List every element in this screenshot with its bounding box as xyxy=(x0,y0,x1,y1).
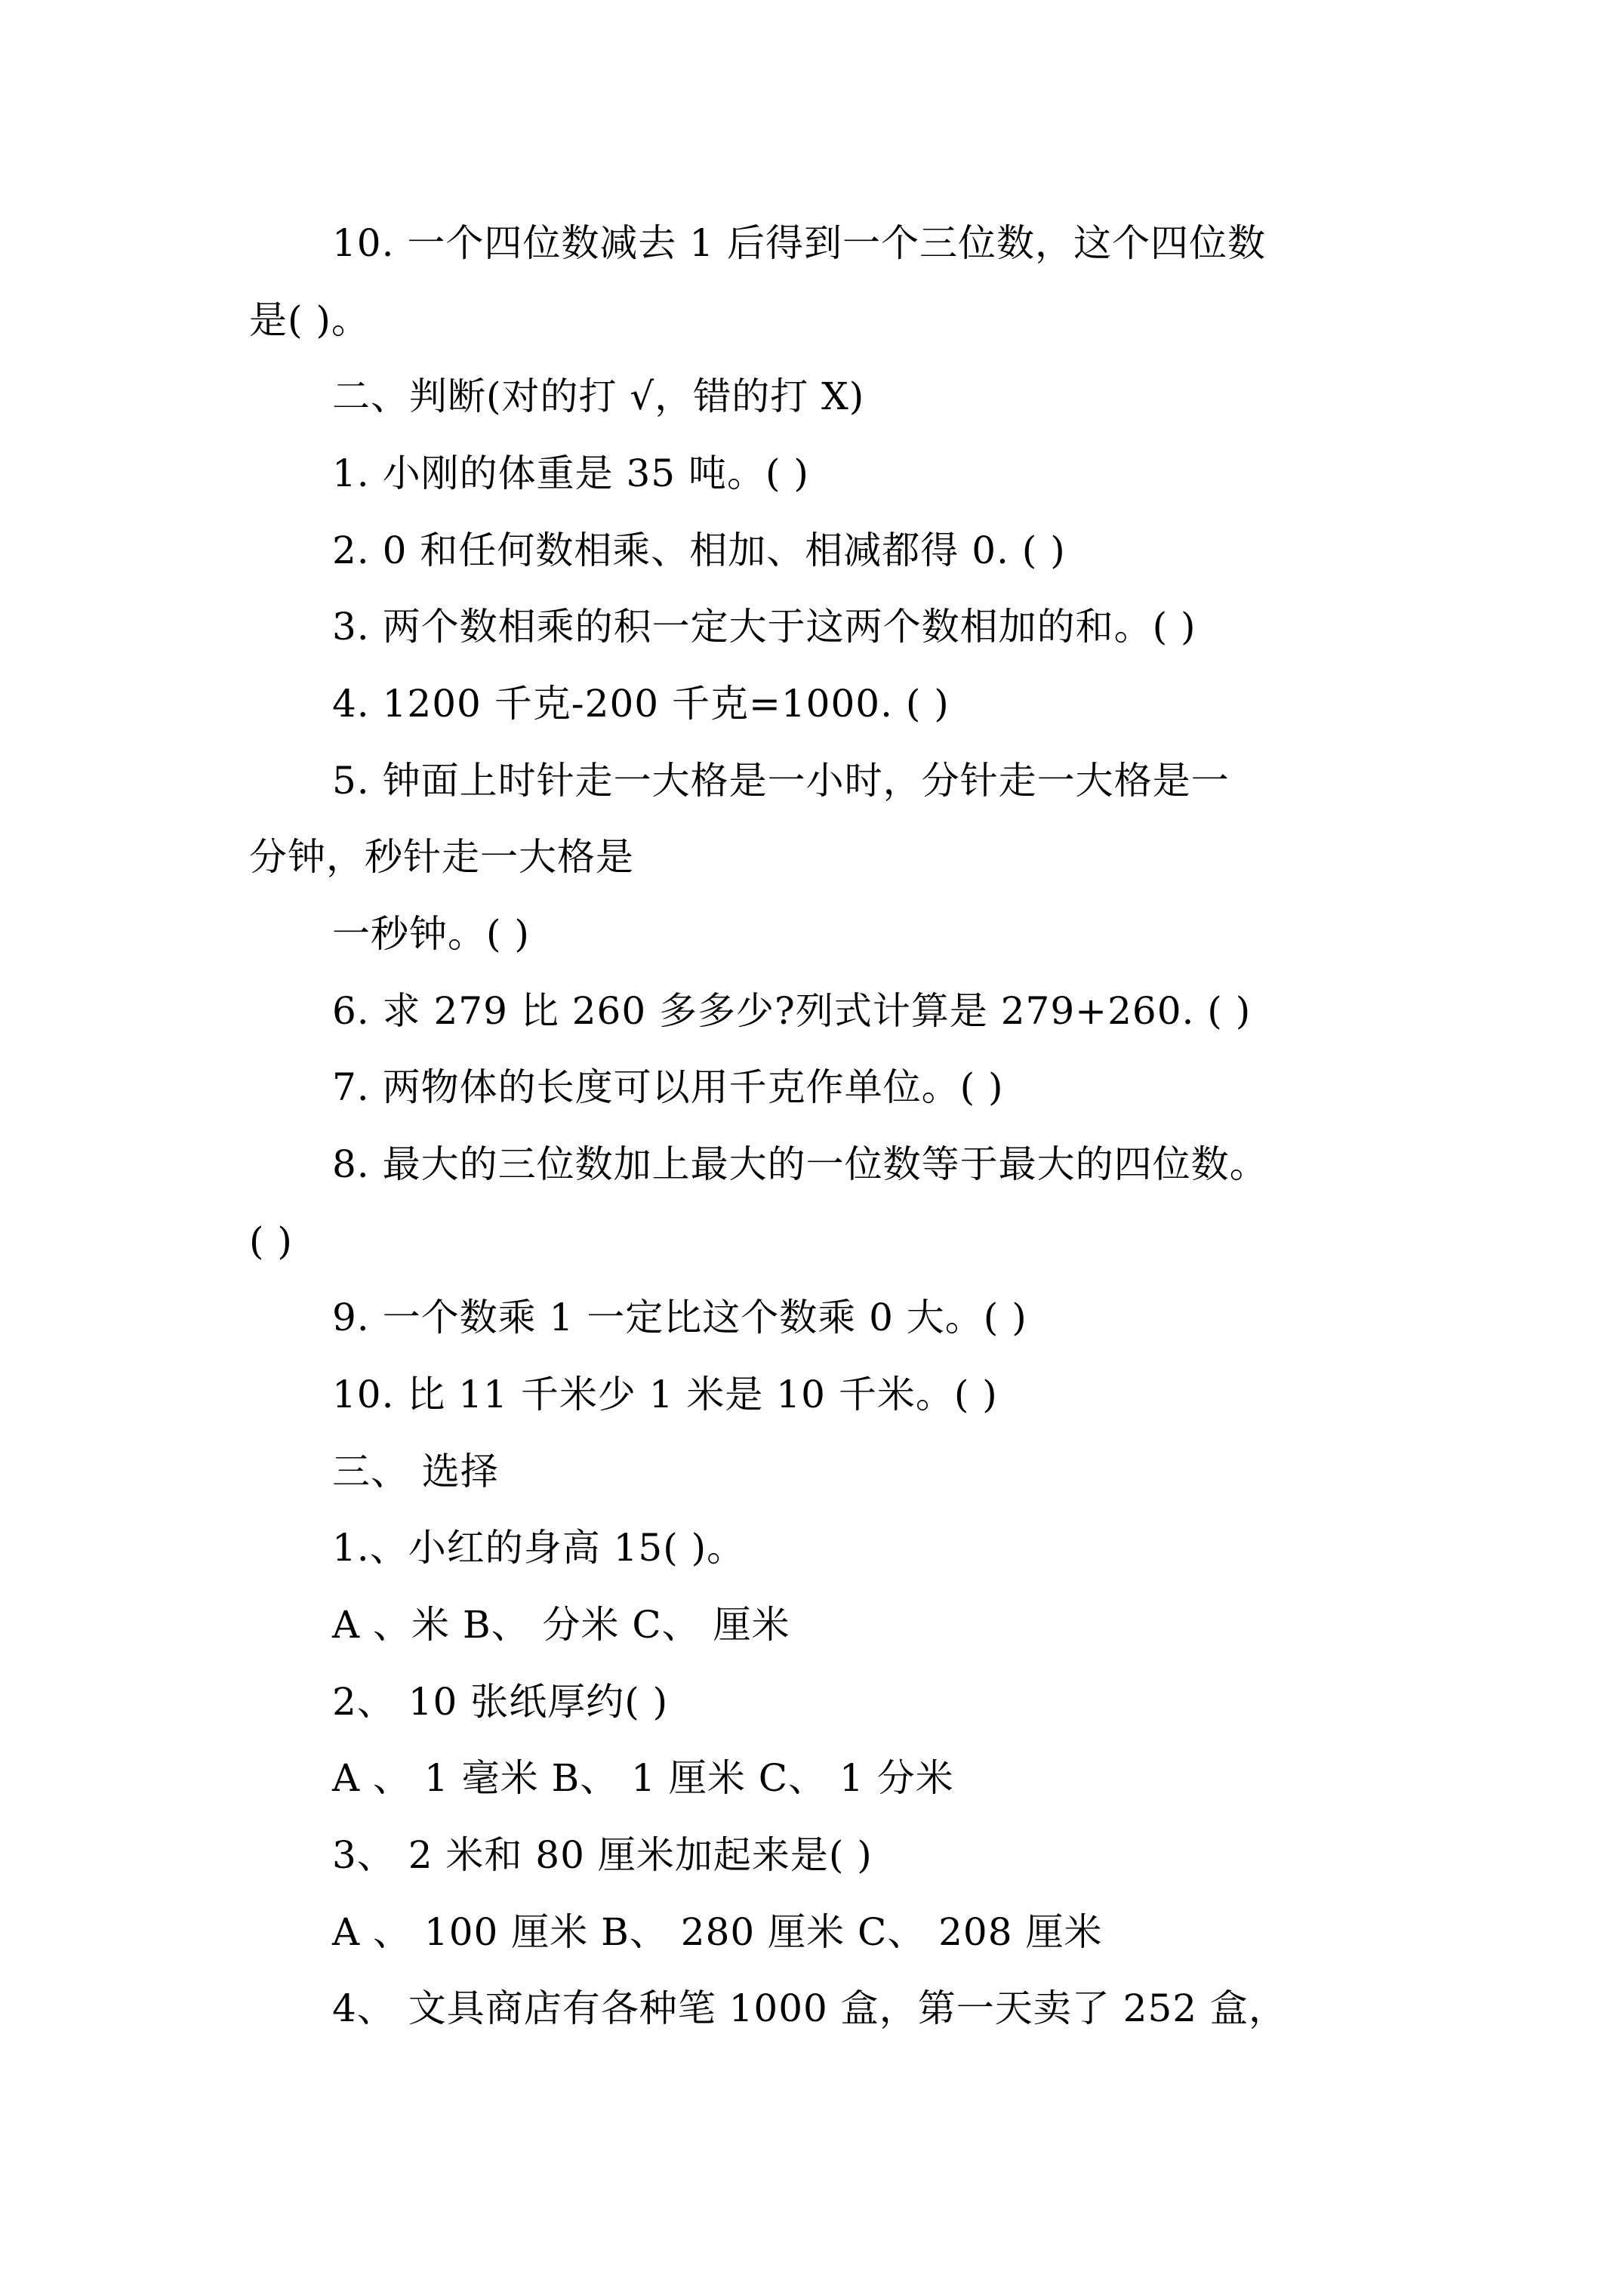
section-2-heading: 二、判断(对的打 √，错的打 X) xyxy=(332,374,865,418)
judge-item-10: 10. 比 11 千米少 1 米是 10 千米。( ) xyxy=(332,1373,998,1416)
choice-item-2-options: A 、 1 毫米 B、 1 厘米 C、 1 分米 xyxy=(332,1756,954,1800)
choice-item-4: 4、 文具商店有各种笔 1000 盒，第一天卖了 252 盒， xyxy=(332,1986,1287,2030)
judge-item-8-line-2: ( ) xyxy=(249,1219,293,1263)
choice-item-1: 1.、小红的身高 15( )。 xyxy=(332,1526,746,1570)
judge-item-5-line-3: 一秒钟。( ) xyxy=(332,912,530,956)
q1-10-line-2: 是( )。 xyxy=(249,298,370,342)
choice-item-3-options: A 、 100 厘米 B、 280 厘米 C、 208 厘米 xyxy=(332,1910,1103,1954)
judge-item-5-line-2: 分钟，秒针走一大格是 xyxy=(249,835,634,879)
judge-item-7: 7. 两物体的长度可以用千克作单位。( ) xyxy=(332,1065,1004,1109)
section-3-heading: 三、 选择 xyxy=(332,1450,499,1493)
choice-item-1-options: A 、米 B、 分米 C、 厘米 xyxy=(332,1603,790,1647)
judge-item-6: 6. 求 279 比 260 多多少?列式计算是 279+260. ( ) xyxy=(332,989,1252,1033)
judge-item-2: 2. 0 和任何数相乘、相加、相减都得 0. ( ) xyxy=(332,529,1066,572)
judge-item-4: 4. 1200 千克-200 千克=1000. ( ) xyxy=(332,682,950,726)
judge-item-8-line-1: 8. 最大的三位数加上最大的一位数等于最大的四位数。 xyxy=(332,1142,1268,1186)
choice-item-3: 3、 2 米和 80 厘米加起来是( ) xyxy=(332,1833,873,1877)
q1-10-line-1: 10. 一个四位数减去 1 后得到一个三位数，这个四位数 xyxy=(332,221,1267,265)
choice-item-2: 2、 10 张纸厚约( ) xyxy=(332,1680,669,1724)
judge-item-3: 3. 两个数相乘的积一定大于这两个数相加的和。( ) xyxy=(332,605,1196,649)
judge-item-9: 9. 一个数乘 1 一定比这个数乘 0 大。( ) xyxy=(332,1296,1027,1339)
judge-item-5-line-1: 5. 钟面上时针走一大格是一小时，分针走一大格是一 xyxy=(332,759,1230,803)
judge-item-1: 1. 小刚的体重是 35 吨。( ) xyxy=(332,451,809,495)
